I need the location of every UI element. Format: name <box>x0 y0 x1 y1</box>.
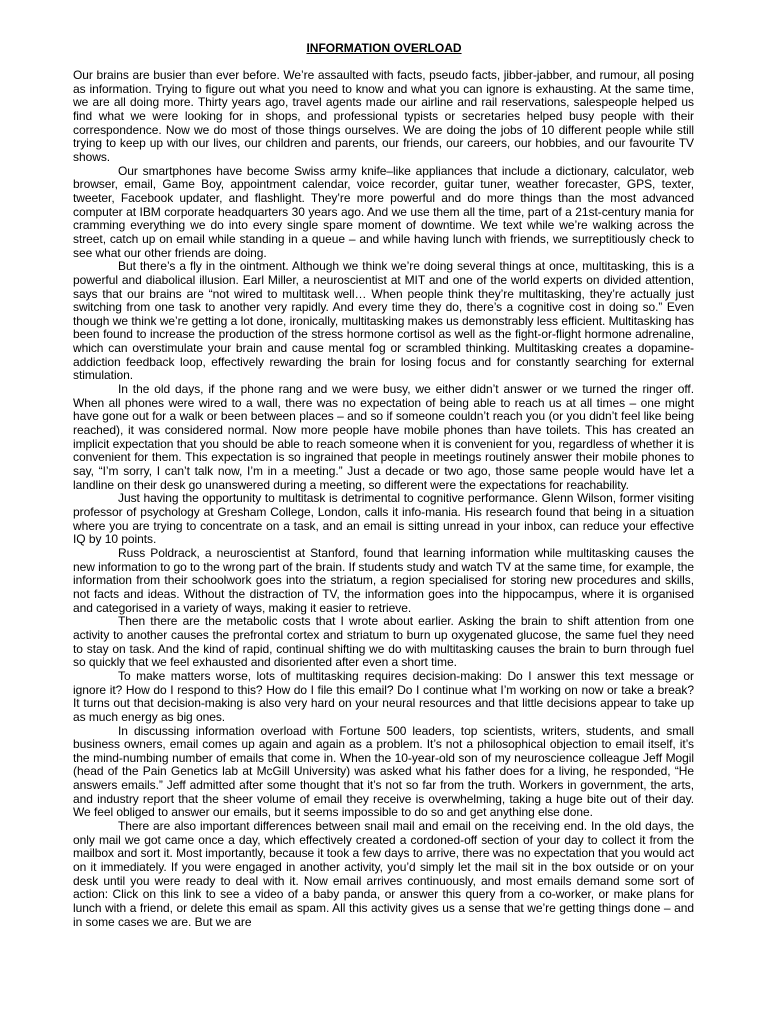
paragraph-3: But there’s a fly in the ointment. Although we think we’re doing several things at once, multitasking, this is a powerful and diabolical illusion. Earl Miller, a neuroscientist at MIT and one of the world experts on divided attention, says that our brains are “not wired to multitask well… When people think they’re multitasking, they’re actually just switching from one task to another very rapidly. And every time they do, there’s a cognitive cost in doing so.” Even though we think we’re getting a lot done, ironically, multitasking makes us demonstrably less efficient. Multitasking has been found to increase the production of the stress hormone cortisol as well as the fight-or-flight hormone adrenaline, which can overstimulate your brain and cause mental fog or scrambled thinking. Multitasking creates a dopamine-addiction feedback loop, effectively rewarding the brain for losing focus and for constantly searching for external stimulation. <box>73 259 694 383</box>
paragraph-7: Then there are the metabolic costs that I wrote about earlier. Asking the brain to shift attention from one activity to another causes the prefrontal cortex and striatum to burn up oxygenated glucose, the same fuel they need to stay on task. And the kind of rapid, continual shifting we do with multitasking causes the brain to burn through fuel so quickly that we feel exhausted and disoriented after even a short time. <box>73 614 694 670</box>
paragraph-4: In the old days, if the phone rang and we were busy, we either didn’t answer or we turned the ringer off. When all phones were wired to a wall, there was no expectation of being able to reach us at all times – one might have gone out for a walk or been between places – and so if someone couldn’t reach you (or you didn’t feel like being reached), it was considered normal. Now more people have mobile phones than have toilets. This has created an implicit expectation that you should be able to reach someone when it is convenient for you, regardless of whether it is convenient for them. This expectation is so ingrained that people in meetings routinely answer their mobile phones to say, “I’m sorry, I can’t talk now, I’m in a meeting.” Just a decade or two ago, those same people would have let a landline on their desk go unanswered during a meeting, so different were the expectations for reachability. <box>73 382 694 492</box>
paragraph-10: There are also important differences between snail mail and email on the receiving end. In the old days, the only mail we got came once a day, which effectively created a cordoned-off section of your day to collect it from the mailbox and sort it. Most importantly, because it took a few days to arrive, there was no expectation that you would act on it immediately. If you were engaged in another activity, you’d simply let the mail sit in the box outside or on your desk until you were ready to deal with it. Now email arrives continuously, and most emails demand some sort of action: Click on this link to see a video of a baby panda, or answer this query from a co-worker, or make plans for lunch with a friend, or delete this email as spam. All this activity gives us a sense that we’re getting things done – and in some cases we are. But we are <box>73 819 694 929</box>
paragraph-9: In discussing information overload with Fortune 500 leaders, top scientists, writers, students, and small business owners, email comes up again and again as a problem. It’s not a philosophical objection to email itself, it’s the mind-numbing number of emails that come in. When the 10-year-old son of my neuroscience colleague Jeff Mogil (head of the Pain Genetics lab at McGill University) was asked what his father does for a living, he responded, “He answers emails.” Jeff admitted after some thought that it’s not so far from the truth. Workers in government, the arts, and industry report that the sheer volume of email they receive is overwhelming, taking a huge bite out of their day. We feel obliged to answer our emails, but it seems impossible to do so and get anything else done. <box>73 723 694 820</box>
paragraph-6: Russ Poldrack, a neuroscientist at Stanford, found that learning information while multitasking causes the new information to go to the wrong part of the brain. If students study and watch TV at the same time, for example, the information from their schoolwork goes into the striatum, a region specialised for storing new procedures and skills, not facts and ideas. Without the distraction of TV, the information goes into the hippocampus, where it is organised and categorised in a variety of ways, making it easier to retrieve. <box>73 545 694 615</box>
paragraph-1: Our brains are busier than ever before. We’re assaulted with facts, pseudo facts, jibber-jabber, and rumour, all posing as information. Trying to figure out what you need to know and what you can ignore is exhausting. At the same time, we are all doing more. Thirty years ago, travel agents made our airline and rail reservations, salespeople helped us find what we were looking for in shops, and professional typists or secretaries helped busy people with their correspondence. Now we do most of those things ourselves. We are doing the jobs of 10 different people while still trying to keep up with our lives, our children and parents, our friends, our careers, our hobbies, and our favourite TV shows. <box>73 68 694 164</box>
paragraph-8: To make matters worse, lots of multitasking requires decision-making: Do I answer this text message or ignore it? How do I respond to this? How do I file this email? Do I continue what I’m working on now or take a break? It turns out that decision-making is also very hard on your neural resources and that little decisions appear to take up as much energy as big ones. <box>73 668 694 724</box>
paragraph-5: Just having the opportunity to multitask is detrimental to cognitive performance. Glenn Wilson, former visiting professor of psychology at Gresham College, London, calls it info-mania. His research found that being in a situation where you are trying to concentrate on a task, and an email is sitting unread in your inbox, can reduce your effective IQ by 10 points. <box>73 491 694 547</box>
paragraph-2: Our smartphones have become Swiss army knife–like appliances that include a dictionary, calculator, web browser, email, Game Boy, appointment calendar, voice recorder, guitar tuner, weather forecaster, GPS, texter, tweeter, Facebook updater, and flashlight. They’re more powerful and do more things than the most advanced computer at IBM corporate headquarters 30 years ago. And we use them all the time, part of a 21st-century mania for cramming everything we do into every single spare moment of downtime. We text while we’re walking across the street, catch up on email while standing in a queue – and while having lunch with friends, we surreptitiously check to see what our other friends are doing. <box>73 163 694 260</box>
document-title: INFORMATION OVERLOAD <box>306 41 462 55</box>
document-body <box>73 69 694 929</box>
